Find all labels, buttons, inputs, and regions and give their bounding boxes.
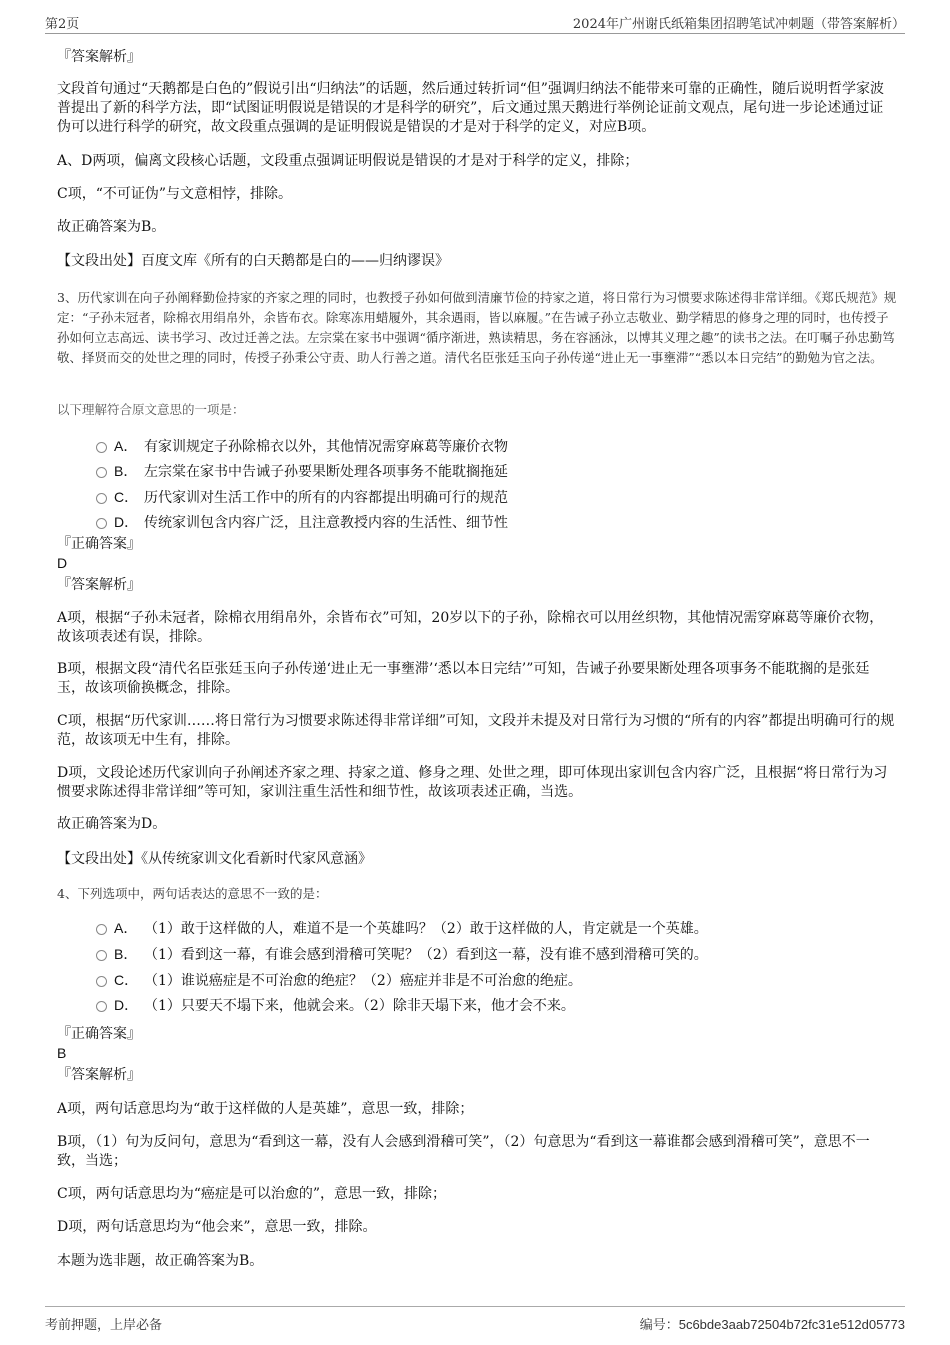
option-letter: B．	[114, 946, 138, 962]
analysis-heading: 『答案解析』	[57, 49, 141, 65]
document-code	[640, 1314, 905, 1333]
analysis-option-c: C项，两句话意思均为“癌症是可以治愈的”，意思一致，排除；	[57, 1186, 447, 1202]
option-text: （1）敢于这样做的人，难道不是一个英雄吗？（2）敢于这样做的人，肯定就是一个英雄。	[144, 921, 708, 937]
option-c[interactable]	[96, 487, 896, 509]
source-citation: 【文段出处】《从传统家训文化看新时代家风意涵》	[57, 851, 372, 867]
option-letter: C．	[114, 489, 139, 505]
option-d[interactable]	[96, 512, 896, 534]
radio-button-icon[interactable]	[96, 1001, 107, 1012]
question-4-text: 4、下列选项中，两句话表达的意思不一致的是：	[57, 886, 328, 901]
analysis-heading: 『答案解析』	[57, 577, 141, 593]
option-letter: B．	[114, 463, 138, 479]
analysis-option-a: A项，两句话意思均为“敢于这样做的人是英雄”，意思一致，排除；	[57, 1101, 474, 1117]
analysis-option-b: B项，（1）句为反问句，意思为“看到这一幕，没有人会感到滑稽可笑”，（2）句意思为“看到这一幕谁都会感到滑稽可笑”，意思不一致，当选；	[57, 1134, 870, 1169]
page-number: 第2页	[45, 17, 80, 32]
option-letter: A．	[114, 920, 138, 936]
radio-button-icon[interactable]	[96, 976, 107, 987]
page-header	[45, 10, 905, 34]
analysis-option-b: B项，根据文段“清代名臣张廷玉向子孙传递‘进止无一事壅滞’‘悉以本日完结’”可知，告诫子孙要果断处理各项事务不能耽搁的是张廷玉，故该项偷换概念，排除。	[57, 661, 870, 696]
radio-button-icon[interactable]	[96, 442, 107, 453]
code-value: 5c6bde3aab72504b72fc31e512d05773	[678, 1317, 905, 1332]
option-text: （1）看到这一幕，有谁会感到滑稽可笑呢？（2）看到这一幕，没有谁不感到滑稽可笑的。	[144, 947, 708, 963]
option-text: 历代家训对生活工作中的所有的内容都提出明确可行的规范	[144, 490, 508, 506]
option-a[interactable]	[96, 918, 896, 940]
option-letter: D．	[114, 514, 139, 530]
analysis-ad-paragraph: A、D两项，偏离文段核心话题，文段重点强调证明假说是错误的才是对于科学的定义，排除；	[57, 153, 639, 169]
option-text: 有家训规定子孙除棉衣以外，其他情况需穿麻葛等廉价衣物	[144, 439, 508, 455]
footer-slogan: 考前押题，上岸必备	[45, 1318, 163, 1333]
option-b[interactable]	[96, 944, 896, 966]
analysis-option-c: C项，根据“历代家训……将日常行为习惯要求陈述得非常详细”可知，文段并未提及对日常行为习惯的“所有的内容”都提出明确可行的规范，故该项无中生有，排除。	[57, 713, 895, 748]
analysis-option-d: D项，两句话意思均为“他会来”，意思一致，排除。	[57, 1219, 377, 1235]
radio-button-icon[interactable]	[96, 950, 107, 961]
option-text: 传统家训包含内容广泛，且注意教授内容的生活性、细节性	[144, 515, 508, 531]
analysis-conclusion: 故正确答案为B。	[57, 219, 166, 235]
option-text: 左宗棠在家书中告诫子孙要果断处理各项事务不能耽搁拖延	[144, 464, 508, 480]
analysis-heading: 『答案解析』	[57, 1067, 141, 1083]
analysis-paragraph: 文段首句通过“天鹅都是白色的”假说引出“归纳法”的话题，然后通过转折词“但”强调归纳法不能带来可靠的正确性，随后说明哲学家波普提出了新的科学方法，即“试图证明假说是错误的才是科学的研究”，后文通过黑天鹅进行举例论证前文观点，尾句进一步论述通过证伪可以进行科学的研究，故文段重点强调的是证明假说是错误的才是对于科学的定义，对应B项。	[57, 81, 884, 135]
document-title: 2024年广州谢氏纸箱集团招聘笔试冲刺题（带答案解析）	[572, 17, 905, 32]
option-a[interactable]	[96, 436, 896, 458]
radio-button-icon[interactable]	[96, 493, 107, 504]
radio-button-icon[interactable]	[96, 518, 107, 529]
analysis-c-paragraph: C项，“不可证伪”与文意相悖，排除。	[57, 186, 293, 202]
radio-button-icon[interactable]	[96, 467, 107, 478]
question-3-prompt: 以下理解符合原文意思的一项是：	[57, 402, 245, 417]
question-3-text: 3、历代家训在向子孙阐释勤俭持家的齐家之理的同时，也教授子孙如何做到清廉节俭的持家之道，将日常行为习惯要求陈述得非常详细。《郑氏规范》规定：“子孙未冠者，除棉衣用绢帛外，余皆布衣。除寒冻用蜡履外，其余遇雨，皆以麻履。”在告诫子孙立志敬业、勤学精思的修身之理的同时，也传授子孙如何立志高远、读书学习、改过迁善之法。左宗棠在家书中强调“循序渐进，熟读精思，务在容涵泳，以博其义理之趣”的读书之法。在叮嘱子孙忠勤笃敬、择贤而交的处世之理的同时，传授子孙秉公守责、助人行善之道。清代名臣张廷玉向子孙传递“进止无一事壅滞”“悉以本日完结”的勤勉为官之法。	[57, 290, 897, 365]
correct-answer: D	[57, 555, 68, 571]
code-label: 编号：	[639, 1318, 679, 1333]
analysis-option-a: A项，根据“子孙未冠者，除棉衣用绢帛外，余皆布衣”可知，20岁以下的子孙，除棉衣可以用丝织物，其他情况需穿麻葛等廉价衣物，故该项表述有误，排除。	[57, 610, 884, 645]
option-text: （1）谁说癌症是不可治愈的绝症？（2）癌症并非是不可治愈的绝症。	[144, 973, 582, 989]
analysis-option-d: D项，文段论述历代家训向子孙阐述齐家之理、持家之道、修身之理、处世之理，即可体现出家训包含内容广泛，且根据“将日常行为习惯要求陈述得非常详细”等可知，家训注重生活性和细节性，故该项表述正确，当选。	[57, 765, 888, 800]
option-d[interactable]	[96, 995, 896, 1017]
correct-answer-heading: 『正确答案』	[57, 1026, 141, 1042]
source-citation: 【文段出处】百度文库《所有的白天鹅都是白的——归纳谬误》	[57, 253, 449, 269]
option-letter: A．	[114, 438, 138, 454]
option-letter: C．	[114, 972, 139, 988]
correct-answer-heading: 『正确答案』	[57, 536, 141, 552]
option-b[interactable]	[96, 461, 896, 483]
option-text: （1）只要天不塌下来，他就会来。（2）除非天塌下来，他才会不来。	[144, 998, 575, 1014]
page-footer	[45, 1306, 905, 1336]
analysis-conclusion: 本题为选非题，故正确答案为B。	[57, 1253, 264, 1269]
radio-button-icon[interactable]	[96, 924, 107, 935]
option-c[interactable]	[96, 970, 896, 992]
analysis-conclusion: 故正确答案为D。	[57, 816, 167, 832]
correct-answer: B	[57, 1045, 67, 1061]
option-letter: D．	[114, 997, 139, 1013]
